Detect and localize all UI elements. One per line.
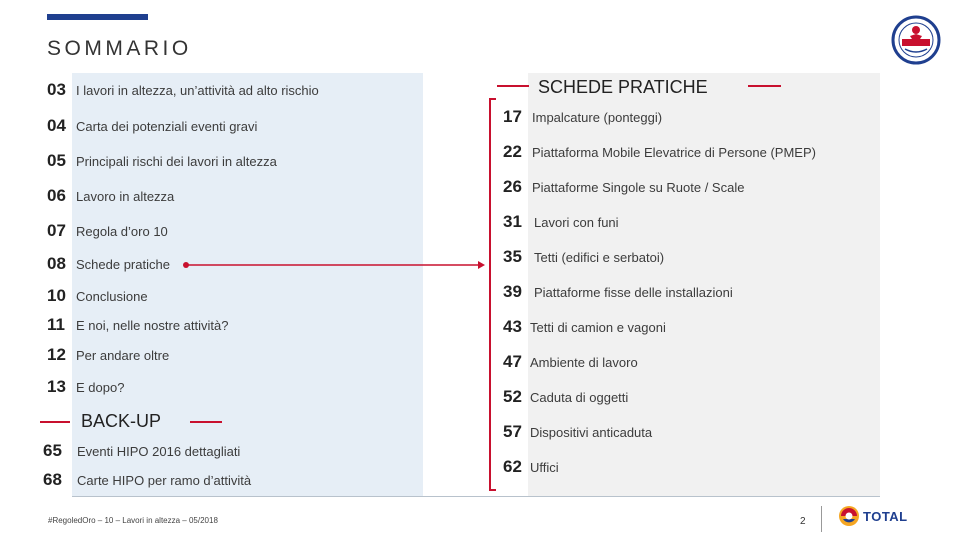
toc-label: E dopo?	[76, 380, 125, 395]
toc-page-number: 26	[503, 177, 522, 196]
toc-page-number: 43	[503, 317, 522, 336]
toc-page-number: 62	[503, 457, 522, 476]
toc-label: I lavori in altezza, un’attività ad alto rischio	[76, 83, 319, 98]
toc-label: E noi, nelle nostre attività?	[76, 318, 229, 333]
toc-label: Lavori con funi	[534, 215, 619, 230]
toc-label: Regola d’oro 10	[76, 224, 168, 239]
toc-page-number: 07	[47, 221, 66, 240]
toc-page-number: 22	[503, 142, 522, 161]
toc-page-number: 05	[47, 151, 66, 170]
page-title: SOMMARIO	[47, 37, 192, 60]
toc-page-number: 47	[503, 352, 522, 371]
toc-label: Ambiente di lavoro	[530, 355, 638, 370]
toc-label: Uffici	[530, 460, 559, 475]
footer-caption: #RegoledOro – 10 – Lavori in altezza – 05/2018	[48, 516, 218, 525]
toc-page-number: 52	[503, 387, 522, 406]
page-number: 2	[800, 516, 806, 527]
toc-page-number: 39	[503, 282, 522, 301]
toc-label: Piattaforme Singole su Ruote / Scale	[532, 180, 745, 195]
toc-label: Tetti (edifici e serbatoi)	[534, 250, 665, 265]
toc-label: Eventi HIPO 2016 dettagliati	[77, 444, 241, 459]
toc-label: Caduta di oggetti	[530, 390, 629, 405]
toc-page-number: 17	[503, 107, 522, 126]
toc-label: Carte HIPO per ramo d’attività	[77, 473, 252, 488]
toc-page-number: 35	[503, 247, 522, 266]
toc-label: Schede pratiche	[76, 257, 170, 272]
toc-label: Principali rischi dei lavori in altezza	[76, 154, 277, 169]
toc-page-number: 65	[43, 441, 62, 460]
toc-page-number: 03	[47, 80, 66, 99]
toc-page-number: 68	[43, 470, 62, 489]
total-logo-icon	[838, 505, 860, 527]
toc-label: Lavoro in altezza	[76, 189, 175, 204]
footer-divider	[821, 506, 822, 532]
toc-label: Per andare oltre	[76, 348, 170, 363]
toc-page-number: 06	[47, 186, 66, 205]
toc-page-number: 04	[47, 116, 66, 135]
backup-heading: BACK-UP	[81, 411, 162, 431]
toc-page-number: 10	[47, 286, 66, 305]
schede-heading: SCHEDE PRATICHE	[538, 77, 708, 97]
toc-label: Conclusione	[76, 289, 148, 304]
toc-label: Dispositivi anticaduta	[530, 425, 653, 440]
toc-page-number: 13	[47, 377, 66, 396]
toc-label: Piattaforma Mobile Elevatrice di Persone (PMEP)	[532, 145, 816, 160]
toc-page-number: 12	[47, 345, 66, 364]
toc-page-number: 57	[503, 422, 522, 441]
total-logo	[838, 505, 908, 527]
toc-label: Impalcature (ponteggi)	[532, 110, 663, 125]
toc-page-number: 11	[47, 315, 65, 334]
toc-page-number: 31	[503, 212, 522, 231]
total-logo-text: TOTAL	[863, 508, 908, 524]
toc-label: Carta dei potenziali eventi gravi	[76, 119, 258, 134]
toc-page-number: 08	[47, 254, 66, 273]
toc-label: Piattaforme fisse delle installazioni	[534, 285, 733, 300]
toc-label: Tetti di camion e vagoni	[530, 320, 666, 335]
